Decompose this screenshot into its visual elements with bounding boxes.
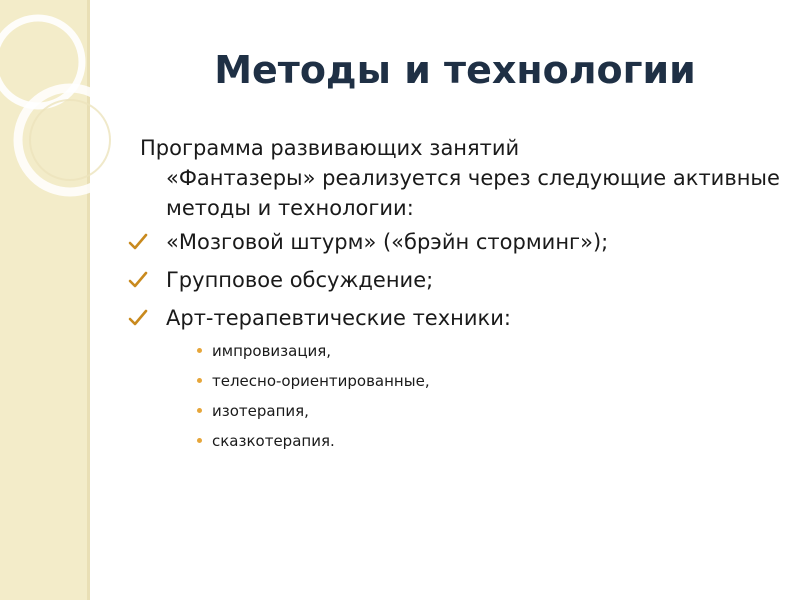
list-item-label: Групповое обсуждение; bbox=[166, 268, 434, 292]
slide-title: Методы и технологии bbox=[214, 48, 696, 92]
list-item bbox=[140, 371, 780, 391]
dot-bullet-icon bbox=[197, 408, 202, 413]
list-item bbox=[140, 431, 780, 451]
list-item bbox=[140, 303, 780, 333]
slide-body bbox=[140, 133, 780, 461]
sub-item-label: импровизация, bbox=[212, 342, 332, 360]
side-band bbox=[0, 0, 87, 600]
list-item bbox=[140, 265, 780, 295]
dot-bullet-icon bbox=[197, 378, 202, 383]
side-band-edge bbox=[87, 0, 90, 600]
dot-bullet-icon bbox=[197, 438, 202, 443]
sub-item-label: изотерапия, bbox=[212, 402, 309, 420]
sub-item-label: сказкотерапия. bbox=[212, 432, 335, 450]
checkmark-icon bbox=[128, 233, 148, 251]
list-item-label: «Мозговой штурм» («брэйн сторминг»); bbox=[166, 230, 609, 254]
techniques-sublist bbox=[140, 341, 780, 451]
list-item bbox=[140, 341, 780, 361]
dot-bullet-icon bbox=[197, 348, 202, 353]
intro-line-1: Программа развивающих занятий bbox=[140, 136, 520, 160]
sub-item-label: телесно-ориентированные, bbox=[212, 372, 430, 390]
checkmark-icon bbox=[128, 309, 148, 327]
checkmark-icon bbox=[128, 271, 148, 289]
list-item-label: Арт-терапевтические техники: bbox=[166, 306, 511, 330]
methods-list bbox=[140, 227, 780, 333]
intro-rest: «Фантазеры» реализуется через следующие активные методы и технологии: bbox=[166, 166, 780, 220]
intro-paragraph bbox=[140, 133, 780, 223]
list-item bbox=[140, 227, 780, 257]
list-item bbox=[140, 401, 780, 421]
